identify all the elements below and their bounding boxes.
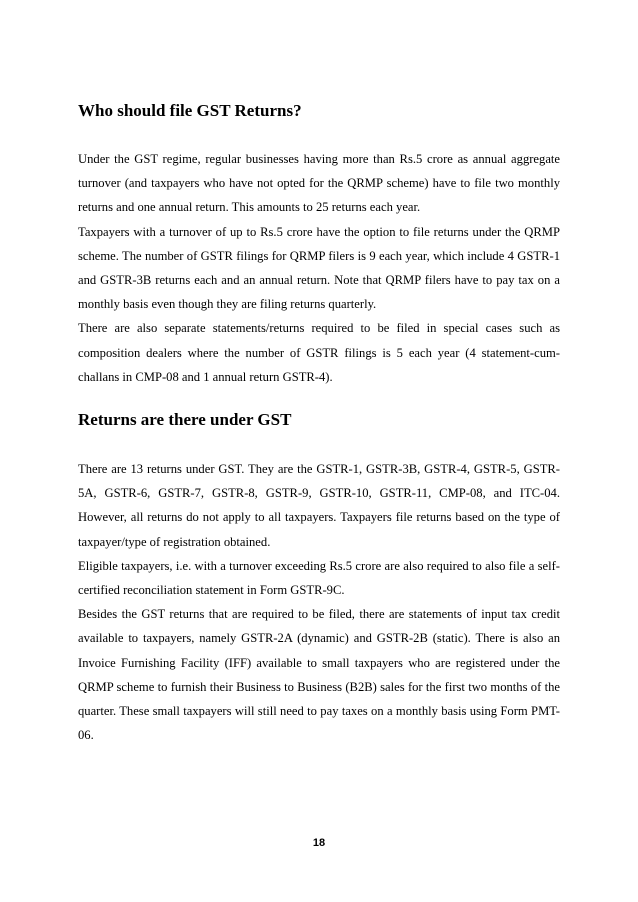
paragraph: Eligible taxpayers, i.e. with a turnover exceeding Rs.5 crore are also required to also file a self-certified reconciliation statement in Form GSTR-9C. [78,558,560,598]
section-heading-who-should-file: Who should file GST Returns? [78,101,302,120]
paragraph: Besides the GST returns that are required to be filed, there are statements of input tax credit available to taxpayers, namely GSTR-2A (dynamic) and GSTR-2B (static). There is also an Invoice Furnishing Facility (IFF) available to small taxpayers who are registered under the QRMP scheme to furnish their Business to Business (B2B) sales for the first two months of the quarter. These small taxpayers will still need to pay taxes on a monthly basis using Form PMT-06. [78,607,560,743]
paragraph: There are also separate statements/returns required to be filed in special cases such as composition dealers where the number of GSTR filings is 5 each year (4 statement-cum-challans in CMP-08 and 1 annual return GSTR-4). [78,321,560,384]
section-body-returns-under-gst [78,457,560,747]
paragraph: Taxpayers with a turnover of up to Rs.5 crore have the option to file returns under the QRMP scheme. The number of GSTR filings for QRMP filers is 9 each year, which include 4 GSTR-1 and GSTR-3B returns each and an annual return. Note that QRMP filers have to pay tax on a monthly basis even though they are filing returns quarterly. [78,224,560,312]
page-content [78,100,560,747]
section-body-who-should-file [78,147,560,389]
paragraph: There are 13 returns under GST. They are the GSTR-1, GSTR-3B, GSTR-4, GSTR-5, GSTR-5A, GSTR-6, GSTR-7, GSTR-8, GSTR-9, GSTR-10, GSTR-11, CMP-08, and ITC-04. However, all returns do not apply to all taxpayers. Taxpayers file returns based on the type of taxpayer/type of registration obtained. [78,462,560,549]
paragraph: Under the GST regime, regular businesses having more than Rs.5 crore as annual aggregate turnover (and taxpayers who have not opted for the QRMP scheme) have to file two monthly returns and one annual return. This amounts to 25 returns each year. [78,152,560,215]
page-number: 18 [312,837,326,849]
section-heading-returns-under-gst: Returns are there under GST [78,410,292,430]
